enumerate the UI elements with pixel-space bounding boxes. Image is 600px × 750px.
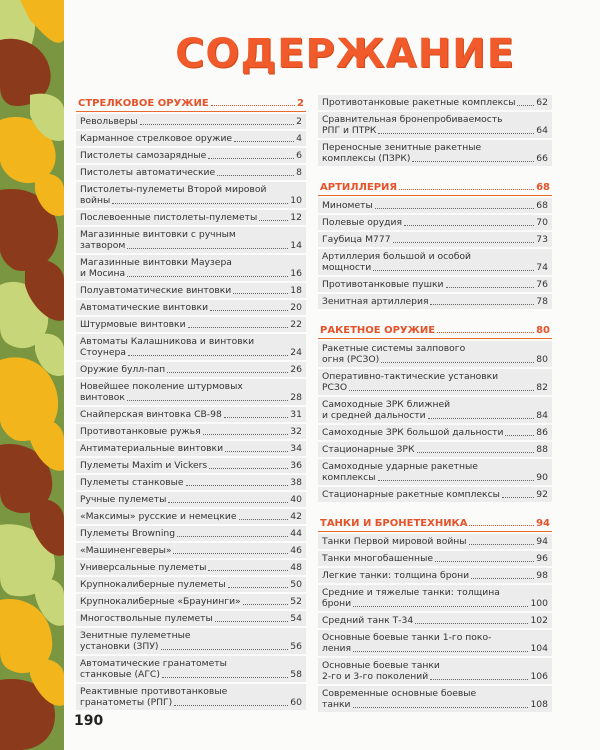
entry-title: Стоунера [80, 347, 126, 358]
dot-leader [471, 578, 534, 579]
entry-page: 22 [290, 319, 302, 330]
toc-entry[interactable] [318, 198, 552, 213]
entry-title: Средний танк Т-34 [322, 615, 414, 626]
entry-title-line1: Магазинные винтовки с ручным [80, 229, 236, 240]
toc-entry[interactable] [76, 131, 306, 146]
section-gap [318, 311, 552, 320]
entry-title: установки (ЗПУ) [80, 641, 159, 652]
toc-section-heading[interactable] [318, 513, 552, 532]
toc-entry[interactable] [318, 140, 552, 166]
entry-page: 100 [530, 598, 548, 609]
dot-leader [349, 390, 534, 391]
entry-title: ления [322, 643, 352, 654]
section-gap [318, 504, 552, 513]
entry-page: 20 [290, 302, 302, 313]
section-title: СТРЕЛКОВОЕ ОРУЖИЕ [78, 98, 209, 109]
toc-entry[interactable] [318, 294, 552, 309]
dot-leader [399, 189, 534, 190]
entry-page: 78 [536, 296, 548, 307]
dot-leader [428, 418, 535, 419]
entry-page: 104 [530, 643, 548, 654]
entry-page: 64 [536, 125, 548, 136]
entry-page: 62 [536, 97, 548, 108]
toc-entry[interactable] [76, 458, 306, 473]
toc-entry[interactable] [76, 210, 306, 225]
entry-title: Универсальные пулеметы [80, 562, 207, 573]
toc-entry[interactable] [76, 475, 306, 490]
toc-section-heading[interactable] [76, 93, 306, 112]
dot-leader [173, 553, 288, 554]
entry-page: 76 [536, 279, 548, 290]
entry-title-line1: Артиллерия большой и особой [322, 251, 472, 262]
entry-title: Послевоенные пистолеты-пулеметы [80, 212, 258, 223]
dot-leader [505, 435, 534, 436]
entry-title: Гаубица М777 [322, 234, 391, 245]
toc-entry[interactable] [318, 613, 552, 628]
entry-title: 2-го и 3-го поколений [322, 671, 429, 682]
dot-leader [353, 606, 528, 607]
entry-page: 31 [290, 409, 302, 420]
dot-leader [228, 587, 289, 588]
dot-leader [353, 651, 528, 652]
entry-page: 36 [290, 460, 302, 471]
entry-title-line1: Новейшее поколение штурмовых [80, 381, 243, 392]
entry-title: Автоматические винтовки [80, 302, 209, 313]
toc-entry[interactable] [76, 424, 306, 439]
entry-page: 108 [530, 699, 548, 710]
dot-leader [259, 220, 288, 221]
dot-leader [517, 105, 534, 106]
entry-page: 73 [536, 234, 548, 245]
entry-title-line1: Автоматы Калашникова и винтовки [80, 336, 255, 347]
toc-entry[interactable] [76, 227, 306, 253]
dot-leader [177, 536, 288, 537]
page-number: 190 [74, 713, 104, 729]
entry-title: станковые (АГС) [80, 669, 160, 680]
dot-leader [127, 276, 288, 277]
toc-entry[interactable] [76, 165, 306, 180]
entry-title-line1: Самоходные ударные ракетные [322, 461, 478, 472]
toc-entry[interactable] [76, 114, 306, 129]
dot-leader [373, 270, 534, 271]
toc-entry[interactable] [318, 630, 552, 656]
page-title: СОДЕРЖАНИЕ [175, 31, 515, 77]
dot-leader [430, 304, 534, 305]
toc-entry[interactable] [318, 585, 552, 611]
entry-title: Антиматериальные винтовки [80, 443, 224, 454]
dot-leader [127, 248, 288, 249]
entry-title: Ручные пулеметы [80, 494, 167, 505]
entry-title: Многоствольные пулеметы [80, 613, 213, 624]
entry-page: 54 [290, 613, 302, 624]
entry-title: комплексы [322, 472, 376, 483]
entry-page: 42 [290, 511, 302, 522]
toc-entry[interactable] [76, 255, 306, 281]
entry-title: Крупнокалиберные «Браунинги» [80, 596, 241, 607]
dot-leader [234, 141, 294, 142]
toc-right-column [318, 93, 552, 714]
entry-title: Минометы [322, 200, 373, 211]
toc-entry[interactable] [76, 300, 306, 315]
toc-entry[interactable] [76, 526, 306, 541]
toc-entry[interactable] [76, 577, 306, 592]
entry-title: Самоходные ЗРК большой дальности [322, 427, 504, 438]
toc-entry[interactable] [318, 568, 552, 583]
entry-title: Снайперская винтовка СВ-98 [80, 409, 222, 420]
entry-page: 82 [536, 382, 548, 393]
entry-title: РПГ и ПТРК [322, 125, 377, 136]
dot-leader [217, 175, 294, 176]
entry-title: мощности [322, 262, 372, 273]
entry-title-line1: Основные боевые танки 1-го поко- [322, 632, 492, 643]
dot-leader [168, 502, 288, 503]
entry-title: винтовок [80, 392, 125, 403]
dot-leader [209, 468, 288, 469]
section-title: АРТИЛЛЕРИЯ [320, 182, 398, 193]
entry-title-line1: Современные основные боевые [322, 688, 477, 699]
entry-page: 70 [536, 217, 548, 228]
entry-page: 86 [536, 427, 548, 438]
toc-entry[interactable] [318, 686, 552, 712]
entry-page: 26 [290, 364, 302, 375]
entry-page: 14 [290, 240, 302, 251]
toc-entry[interactable] [318, 277, 552, 292]
entry-title: Танки многобашенные [322, 553, 433, 564]
entry-page: 84 [536, 410, 548, 421]
toc-entry[interactable] [76, 379, 306, 405]
toc-entry[interactable] [318, 442, 552, 457]
camouflage-pattern [0, 0, 64, 750]
dot-leader [225, 451, 288, 452]
dot-leader [469, 525, 534, 526]
dot-leader [224, 417, 289, 418]
entry-page: 18 [290, 285, 302, 296]
dot-leader [215, 621, 289, 622]
toc-entry[interactable] [318, 215, 552, 230]
dot-leader [412, 161, 534, 162]
entry-title: Штурмовые винтовки [80, 319, 186, 330]
entry-title-line1: Сравнительная бронепробиваемость [322, 114, 503, 125]
section-page: 94 [536, 518, 550, 529]
entry-page: 46 [290, 545, 302, 556]
toc-entry[interactable] [76, 611, 306, 626]
dot-leader [393, 242, 535, 243]
entry-title: Пулеметы станковые [80, 477, 184, 488]
toc-entry[interactable] [76, 509, 306, 524]
dot-leader [381, 362, 534, 363]
toc-entry[interactable] [318, 232, 552, 247]
entry-title: и средней дальности [322, 410, 426, 421]
entry-page: 74 [536, 262, 548, 273]
dot-leader [128, 355, 288, 356]
entry-title: Танки Первой мировой войны [322, 536, 467, 547]
entry-title: Легкие танки: толщина брони [322, 570, 470, 581]
entry-title: брони [322, 598, 352, 609]
entry-title: «Максимы» русские и немецкие [80, 511, 237, 522]
toc-entry[interactable] [318, 112, 552, 138]
toc-entry[interactable] [318, 369, 552, 395]
toc-entry[interactable] [318, 534, 552, 549]
dot-leader [162, 677, 288, 678]
toc-entry[interactable] [76, 560, 306, 575]
toc-left-column [76, 93, 306, 712]
entry-title-line1: Реактивные противотанковые [80, 686, 228, 697]
entry-page: 88 [536, 444, 548, 455]
toc-entry[interactable] [76, 543, 306, 558]
entry-title-line1: Магазинные винтовки Маузера [80, 257, 232, 268]
entry-title: комплексы (ПЗРК) [322, 153, 411, 164]
entry-page: 50 [290, 579, 302, 590]
dot-leader [243, 604, 289, 605]
toc-entry[interactable] [76, 407, 306, 422]
entry-page: 68 [536, 200, 548, 211]
entry-title: гранатометы (РПГ) [80, 697, 173, 708]
toc-entry[interactable] [76, 283, 306, 298]
toc-entry[interactable] [76, 684, 306, 710]
dot-leader [378, 133, 534, 134]
dot-leader [208, 570, 288, 571]
toc-entry[interactable] [318, 397, 552, 423]
dot-leader [233, 293, 288, 294]
entry-title-line1: Переносные зенитные ракетные [322, 142, 482, 153]
entry-title: Противотанковые ружья [80, 426, 201, 437]
toc-entry[interactable] [318, 459, 552, 485]
entry-title: Стационарные ракетные комплексы [322, 489, 500, 500]
entry-title-line1: Оперативно-тактические установки [322, 371, 499, 382]
entry-title-line1: Ракетные системы залпового [322, 343, 466, 354]
entry-title: Пистолеты автоматические [80, 167, 216, 178]
dot-leader [378, 480, 535, 481]
dot-leader [210, 310, 288, 311]
dot-leader [239, 519, 289, 520]
toc-entry[interactable] [76, 317, 306, 332]
toc-entry[interactable] [76, 182, 306, 208]
toc-entry[interactable] [76, 628, 306, 654]
entry-title: войны [80, 195, 111, 206]
entry-page: 52 [290, 596, 302, 607]
dot-leader [446, 287, 535, 288]
entry-title: Пулеметы Maxim и Vickers [80, 460, 208, 471]
entry-title-line1: Автоматические гранатометы [80, 658, 227, 669]
entry-title: Пулеметы Browning [80, 528, 176, 539]
entry-page: 94 [536, 536, 548, 547]
entry-page: 34 [290, 443, 302, 454]
dot-leader [353, 707, 529, 708]
dot-leader [161, 649, 289, 650]
entry-title-line1: Пистолеты-пулеметы Второй мировой [80, 184, 267, 195]
dot-leader [167, 372, 288, 373]
dot-leader [430, 679, 528, 680]
entry-page: 48 [290, 562, 302, 573]
toc-entry[interactable] [76, 492, 306, 507]
entry-title: РСЗО [322, 382, 348, 393]
camouflage-strip [0, 0, 64, 750]
toc-section-heading[interactable] [318, 177, 552, 196]
entry-page: 12 [290, 212, 302, 223]
dot-leader [404, 225, 534, 226]
entry-page: 60 [290, 697, 302, 708]
dot-leader [211, 105, 295, 106]
entry-page: 2 [296, 116, 302, 127]
entry-title: Крупнокалиберные пулеметы [80, 579, 226, 590]
entry-title-line1: Зенитные пулеметные [80, 630, 191, 641]
entry-title-line1: Основные боевые танки [322, 660, 440, 671]
section-title: РАКЕТНОЕ ОРУЖИЕ [320, 325, 436, 336]
entry-page: 106 [530, 671, 548, 682]
entry-page: 16 [290, 268, 302, 279]
dot-leader [203, 434, 289, 435]
entry-title: Карманное стрелковое оружие [80, 133, 233, 144]
toc-entry[interactable] [318, 425, 552, 440]
dot-leader [435, 561, 534, 562]
toc-entry[interactable] [76, 148, 306, 163]
toc-entry[interactable] [76, 594, 306, 609]
toc-entry[interactable] [318, 95, 552, 110]
entry-page: 40 [290, 494, 302, 505]
entry-title: Зенитная артиллерия [322, 296, 429, 307]
entry-title: и Мосина [80, 268, 126, 279]
entry-page: 8 [296, 167, 302, 178]
section-page: 68 [536, 182, 550, 193]
entry-page: 44 [290, 528, 302, 539]
entry-page: 24 [290, 347, 302, 358]
entry-title: Полуавтоматические винтовки [80, 285, 232, 296]
entry-title: Противотанковые пушки [322, 279, 444, 290]
entry-page: 96 [536, 553, 548, 564]
dot-leader [127, 400, 288, 401]
entry-page: 28 [290, 392, 302, 403]
entry-title: Стационарные ЗРК [322, 444, 415, 455]
entry-page: 102 [530, 615, 548, 626]
dot-leader [469, 544, 535, 545]
toc-entry[interactable] [318, 487, 552, 502]
entry-page: 4 [296, 133, 302, 144]
entry-title: Противотанковые ракетные комплексы [322, 97, 516, 108]
toc-section-heading[interactable] [318, 320, 552, 339]
dot-leader [415, 623, 528, 624]
dot-leader [502, 497, 534, 498]
section-title: ТАНКИ И БРОНЕТЕХНИКА [320, 518, 468, 529]
dot-leader [186, 485, 289, 486]
entry-title: затвором [80, 240, 126, 251]
entry-page: 6 [296, 150, 302, 161]
entry-page: 10 [290, 195, 302, 206]
dot-leader [112, 203, 288, 204]
entry-title: Оружие булл-пап [80, 364, 166, 375]
toc-entry[interactable] [76, 656, 306, 682]
dot-leader [188, 327, 289, 328]
entry-page: 56 [290, 641, 302, 652]
entry-page: 66 [536, 153, 548, 164]
entry-page: 92 [536, 489, 548, 500]
entry-title-line1: Средние и тяжелые танки: толщина [322, 587, 500, 598]
entry-title: огня (РСЗО) [322, 354, 380, 365]
dot-leader [174, 705, 288, 706]
toc-entry[interactable] [318, 341, 552, 367]
entry-page: 80 [536, 354, 548, 365]
section-page: 2 [297, 98, 304, 109]
dot-leader [140, 124, 294, 125]
toc-entry[interactable] [318, 658, 552, 684]
entry-title: Полевые орудия [322, 217, 403, 228]
toc-entry[interactable] [318, 249, 552, 275]
entry-page: 32 [290, 426, 302, 437]
section-page: 80 [536, 325, 550, 336]
entry-page: 38 [290, 477, 302, 488]
toc-entry[interactable] [76, 334, 306, 360]
toc-entry[interactable] [76, 441, 306, 456]
entry-title: Пистолеты самозарядные [80, 150, 207, 161]
toc-entry[interactable] [76, 362, 306, 377]
dot-leader [417, 452, 535, 453]
entry-page: 90 [536, 472, 548, 483]
entry-title: Револьверы [80, 116, 138, 127]
entry-title-line1: Самоходные ЗРК ближней [322, 399, 451, 410]
entry-page: 58 [290, 669, 302, 680]
section-gap [318, 168, 552, 177]
dot-leader [208, 158, 294, 159]
toc-entry[interactable] [318, 551, 552, 566]
entry-title: танки [322, 699, 351, 710]
dot-leader [437, 332, 534, 333]
entry-page: 98 [536, 570, 548, 581]
dot-leader [375, 208, 535, 209]
entry-title: «Машиненгеверы» [80, 545, 172, 556]
